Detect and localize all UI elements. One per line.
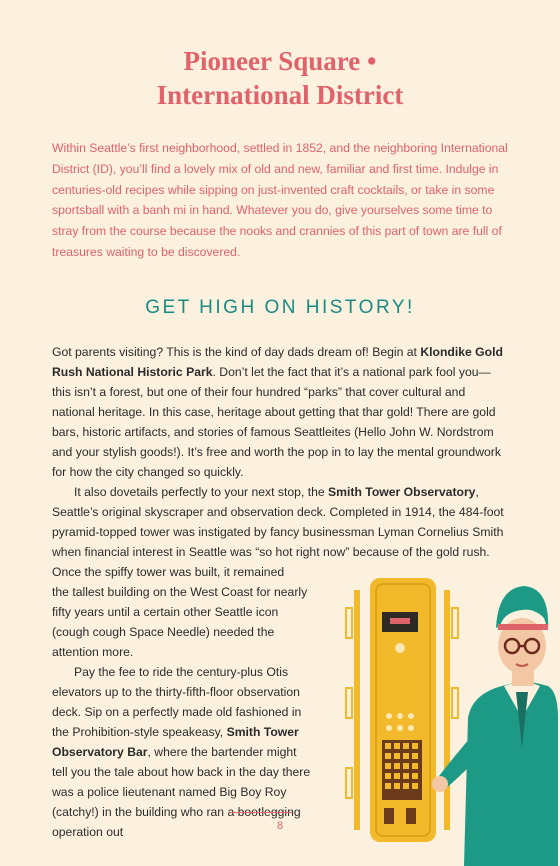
p1-text-a: Got parents visiting? This is the kind of day dads dream of! Begin at — [52, 345, 421, 359]
p3-text-a: Pay the fee to ride the century-plus Otis elevators up to the thirty-fifth-floor observation deck. Sip on a perfectly made old fashioned in the Prohibition-style speakeasy, — [52, 665, 302, 739]
p2-text-a: It also dovetails perfectly to your next stop, the — [74, 485, 329, 499]
p1-bold-place: Klondike Gold Rush National Historic Park — [52, 345, 503, 379]
p3-text-c: , where the bartender might tell you the tale about how back in the day there was a police lieutenant named Big Boy Roy (catchy!) in the building who ran a bootlegging operation out — [52, 745, 311, 839]
paragraph-2-continued: the tallest building on the West Coast for nearly fifty years until a certain other Seattle icon (cough cough Space Needle) needed the attention more. — [52, 585, 308, 659]
paragraph-3 — [52, 662, 314, 842]
section-heading: GET HIGH ON HISTORY! — [145, 297, 415, 318]
page-number: 8 — [276, 820, 284, 832]
chapter-title-line1: Pioneer Square • — [183, 46, 377, 76]
elevator-panel-icon — [346, 578, 458, 842]
chapter-title — [0, 44, 560, 112]
p1-text-c: . Don’t let the fact that it’s a national park fool you—this isn’t a forest, but one of their four hundred “parks” that cover cultural and national heritage. In this case, heritage about getting that thar gold! There are gold bars, historic artifacts, and stories of famous Seattleites (Hello John W. Nordstrom and your stylish goods!). It’s free and worth the pop in to lay the mental groundwork for how the city changed so quickly. — [52, 365, 501, 479]
p2-text-c: , Seattle’s original skyscraper and observation deck. Completed in 1914, the 484-foot pyramid-topped tower was instigated by fancy businessman Lyman Cornelius Smith when financial interest in Seattle was “so hot right now” because of the gold rush. Once the spiffy tower was built, it remained — [52, 485, 504, 579]
p2-bold-place: Smith Tower Observatory — [328, 485, 476, 499]
chapter-title-line2: International District — [156, 80, 404, 110]
paragraph-1 — [52, 342, 508, 482]
paragraph-2 — [52, 482, 508, 582]
footer-rule — [230, 812, 292, 813]
intro-paragraph: Within Seattle’s first neighborhood, settled in 1852, and the neighboring International District (ID), you’ll find a lovely mix of old and new, familiar and first time. Indulge in centuries-old recipes while sipping on just-invented craft cocktails, or take in some sportsball with a banh mi in hand. Whatever you do, give yourselves some time to stray from the course because the nooks and crannies of this part of town are full of treasures waiting to be discovered. — [52, 141, 508, 259]
p3-bold-place: Smith Tower Observatory Bar — [52, 725, 299, 759]
